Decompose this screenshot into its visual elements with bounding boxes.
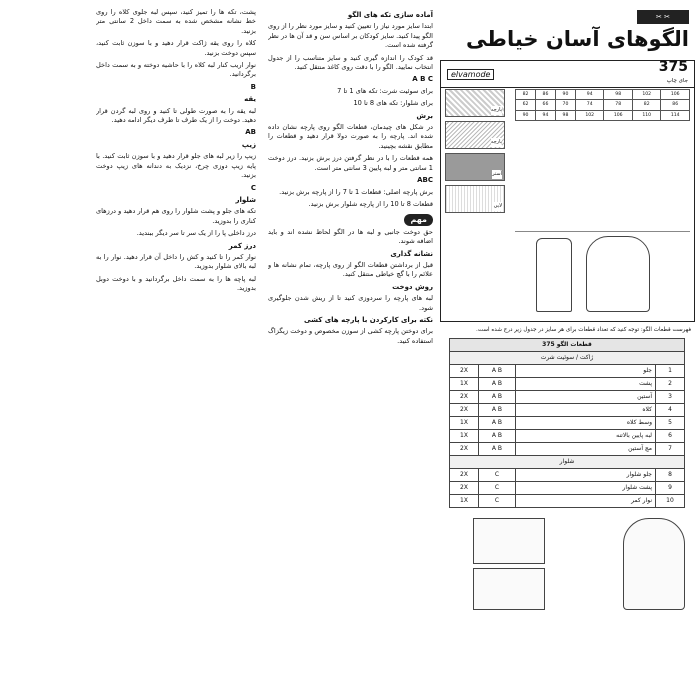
size-table-row (516, 90, 690, 100)
section-heading: درز کمر (228, 241, 256, 250)
paragraph: برای دوختن پارچه کشی از سوزن مخصوص و دوخت زیگزاگ استفاده کنید. (268, 327, 433, 345)
size-table-cell: 114 (661, 110, 690, 120)
piece-sizes: A B (479, 430, 516, 443)
size-table-row (516, 110, 690, 120)
paragraph: لبه یقه را به صورت طولی تا کنید و روی لبه گردن قرار دهید. دوخت را از یک طرف تا طرف دیگر ادامه دهید. (96, 106, 256, 125)
garment-illustrations (515, 231, 690, 316)
size-table-cell: 110 (632, 110, 661, 120)
size-table-cell: 66 (535, 100, 555, 110)
size-table-cell: 78 (604, 100, 633, 110)
pieces-section-pants: شلوار (450, 456, 685, 469)
size-table-cell: 94 (535, 110, 555, 120)
left-margin (2, 8, 90, 694)
piece-qty: 2X (450, 482, 479, 495)
pattern-card-header (441, 61, 694, 88)
piece-qty: 2X (450, 404, 479, 417)
paragraph: درز داخلی پا را از یک سر تا سر دیگر ببندید. (136, 229, 256, 238)
pattern-number: 375 (658, 59, 688, 75)
piece-name: پشت (516, 378, 656, 391)
pattern-card (440, 60, 695, 322)
header (440, 8, 695, 58)
pattern-column (440, 8, 695, 694)
pieces-table-row (450, 443, 685, 456)
size-table-cell: 106 (604, 110, 633, 120)
interfacing-swatch: لایی (445, 185, 505, 213)
section-heading: برش (416, 111, 433, 120)
pants-drawing (536, 238, 572, 312)
piece-sizes: C (479, 495, 516, 508)
instructions-column-middle (268, 8, 433, 694)
section-heading: شلوار (235, 195, 256, 204)
hooded-jacket-drawing (586, 236, 650, 312)
paragraph: قبل از برداشتن قطعات الگو از روی پارچه، تمام نشانه ها و علائم را با گچ خیاطی منتقل کنید. (268, 260, 433, 279)
pieces-table-row (450, 430, 685, 443)
piece-name: وسط کلاه (516, 417, 656, 430)
size-table-cell: 62 (516, 100, 536, 110)
size-table-cell: 90 (516, 110, 536, 120)
pieces-table-row (450, 404, 685, 417)
piece-n: 8 (656, 469, 685, 482)
size-table-cell: 90 (555, 90, 575, 100)
sewing-diagrams (440, 514, 695, 614)
paragraph: برش پارچه اصلی: قطعات 1 تا 7 را از پارچه برش بزنید. (279, 187, 433, 196)
paragraph: نوار کمر را تا کنید و کش را داخل آن قرار دهید. نوار را به لبه بالای شلوار بدوزید. (96, 252, 256, 271)
size-table-cell: 82 (632, 100, 661, 110)
paragraph: لبه پاچه ها را به سمت داخل برگردانید و با دوخت دوبل بدوزید. (96, 274, 256, 293)
piece-sizes: A B (479, 391, 516, 404)
pattern-subtitle: جای چاپ (666, 78, 688, 84)
section-letter: C (250, 183, 256, 192)
piece-qty: 2X (450, 365, 479, 378)
pieces-table (449, 338, 685, 508)
piece-name: کلاه (516, 404, 656, 417)
pieces-table-row (450, 378, 685, 391)
piece-qty: 1X (450, 430, 479, 443)
paragraph: قد کودک را اندازه گیری کنید و سایز متناسب را از جدول انتخاب نمایید. الگو را با دقت روی کاغذ منتقل کنید. (268, 53, 433, 72)
piece-name: جلو (516, 365, 656, 378)
piece-qty: 2X (450, 469, 479, 482)
section-letter: A B C (412, 75, 433, 84)
piece-qty: 1X (450, 378, 479, 391)
piece-sizes: A B (479, 417, 516, 430)
paragraph: در شکل های چیدمان، قطعات الگو روی پارچه نشان داده شده اند. پارچه را به صورت دولا قرار دهید و قطعات را مطابق نقشه بچینید. (268, 123, 433, 150)
paragraph: برای شلوار: تکه های 8 تا 10 (353, 99, 433, 108)
section-heading: یقه (244, 95, 256, 104)
size-table-cell: 98 (604, 90, 633, 100)
piece-sizes: A B (479, 443, 516, 456)
pieces-table-caption: قطعات الگو 375 (450, 339, 685, 352)
fabric-swatch: پارچه (445, 121, 505, 149)
pieces-table-row (450, 482, 685, 495)
piece-n: 9 (656, 482, 685, 495)
section-heading: روش دوخت (392, 282, 433, 291)
piece-name: نوار کمر (516, 495, 656, 508)
pieces-note: فهرست قطعات الگو: توجه کنید که تعداد قطعات برای هر سایز در جدول زیر درج شده است. (476, 327, 691, 333)
paragraph: ابتدا سایز مورد نیاز را تعیین کنید و سایز مورد نظر را از روی الگو پیدا کنید. سایز کودکان بر اساس سن و قد آن ها در نظر گرفته شده است. (268, 22, 433, 50)
pieces-table-row (450, 495, 685, 508)
lining-swatch: آستر (445, 153, 505, 181)
brand-name: elvamode (447, 69, 494, 80)
paragraph: قطعات 8 تا 10 را از پارچه شلوار برش بزنید. (308, 199, 433, 208)
piece-n: 7 (656, 443, 685, 456)
section-heading: زیپ (241, 140, 256, 149)
size-table-cell: 106 (661, 90, 690, 100)
piece-qty: 2X (450, 443, 479, 456)
size-table-cell: 86 (535, 90, 555, 100)
paragraph: تکه های جلو و پشت شلوار را روی هم قرار دهید و درزهای کناری را بدوزید. (96, 207, 256, 225)
piece-name: لبه پایین بالاتنه (516, 430, 656, 443)
paragraph: پشت، تکه ها را تمیز کنید، سپس لبه جلوی کلاه را روی خط نشانه مشخص شده به سمت داخل 2 سانتی متر بزنید. (96, 8, 256, 35)
size-table-row (516, 100, 690, 110)
diagram-sleeve (473, 518, 545, 564)
pieces-table-row (450, 365, 685, 378)
paragraph: حق دوخت جانبی و لبه ها در الگو لحاظ نشده اند و باید اضافه شوند. (268, 227, 433, 246)
fabric-swatch: پارچه (445, 89, 505, 117)
paragraph: کلاه را روی یقه ژاکت قرار دهید و با سوزن ثابت کنید، سپس دوخت بزنید. (96, 39, 256, 57)
paragraph: نوار اریب کنار لبه کلاه را با حاشیه دوخته و به سمت داخل برگردانید. (96, 61, 256, 79)
size-table (515, 89, 690, 121)
piece-n: 4 (656, 404, 685, 417)
piece-name: مچ آستین (516, 443, 656, 456)
piece-qty: 1X (450, 495, 479, 508)
piece-sizes: A B (479, 365, 516, 378)
section-heading: نکته برای کارکردن با پارچه های کشی (304, 315, 433, 324)
size-table-cell: 98 (555, 110, 575, 120)
size-table-cell: 82 (516, 90, 536, 100)
section-letter: B (250, 82, 256, 91)
piece-sizes: A B (479, 404, 516, 417)
important-callout: مهم (404, 214, 433, 225)
piece-n: 1 (656, 365, 685, 378)
piece-qty: 1X (450, 417, 479, 430)
piece-n: 2 (656, 378, 685, 391)
piece-sizes: C (479, 469, 516, 482)
paragraph: همه قطعات را با در نظر گرفتن درز برش بزنید. درز دوخت 1 سانتی متر و لبه پایین 3 سانتی متر است. (268, 154, 433, 172)
pieces-table-row (450, 417, 685, 430)
piece-n: 10 (656, 495, 685, 508)
piece-n: 3 (656, 391, 685, 404)
section-letter: ABC (417, 176, 433, 185)
section-heading: آماده سازی تکه های الگو (347, 11, 433, 19)
size-table-cell: 74 (575, 100, 604, 110)
piece-name: پشت شلوار (516, 482, 656, 495)
piece-sizes: A B (479, 378, 516, 391)
size-table-cell: 70 (555, 100, 575, 110)
piece-name: آستین (516, 391, 656, 404)
diagram-pants (473, 568, 545, 610)
paragraph: لبه های پارچه را سردوزی کنید تا از ریش شدن جلوگیری شود. (268, 294, 433, 312)
size-table-cell: 94 (575, 90, 604, 100)
section-letter: AB (245, 128, 256, 137)
paragraph: زیپ را زیر لبه های جلو قرار دهید و با سوزن ثابت کنید. با پایه زیپ دوزی چرخ، نزدیک به دندانه های زیپ دوخت بزنید. (96, 152, 256, 180)
paragraph: برای سوئیت شرت: تکه های 1 تا 7 (337, 86, 433, 95)
section-heading: نشانه گذاری (390, 249, 433, 258)
size-table-cell: 86 (661, 100, 690, 110)
piece-n: 6 (656, 430, 685, 443)
piece-n: 5 (656, 417, 685, 430)
pieces-table-row (450, 469, 685, 482)
page-title: الگوهای آسان خیاطی (465, 27, 689, 51)
piece-sizes: C (479, 482, 516, 495)
pieces-section-jacket: ژاکت / سوئیت شرت (450, 352, 685, 365)
pieces-table-row (450, 391, 685, 404)
instructions-column-left (96, 8, 256, 694)
fabric-swatches (445, 89, 505, 217)
piece-qty: 2X (450, 391, 479, 404)
size-table-cell: 102 (632, 90, 661, 100)
diagram-hood (623, 518, 685, 610)
brand-logo: ✂ ✂ (637, 10, 689, 24)
size-table-cell: 102 (575, 110, 604, 120)
piece-name: جلو شلوار (516, 469, 656, 482)
